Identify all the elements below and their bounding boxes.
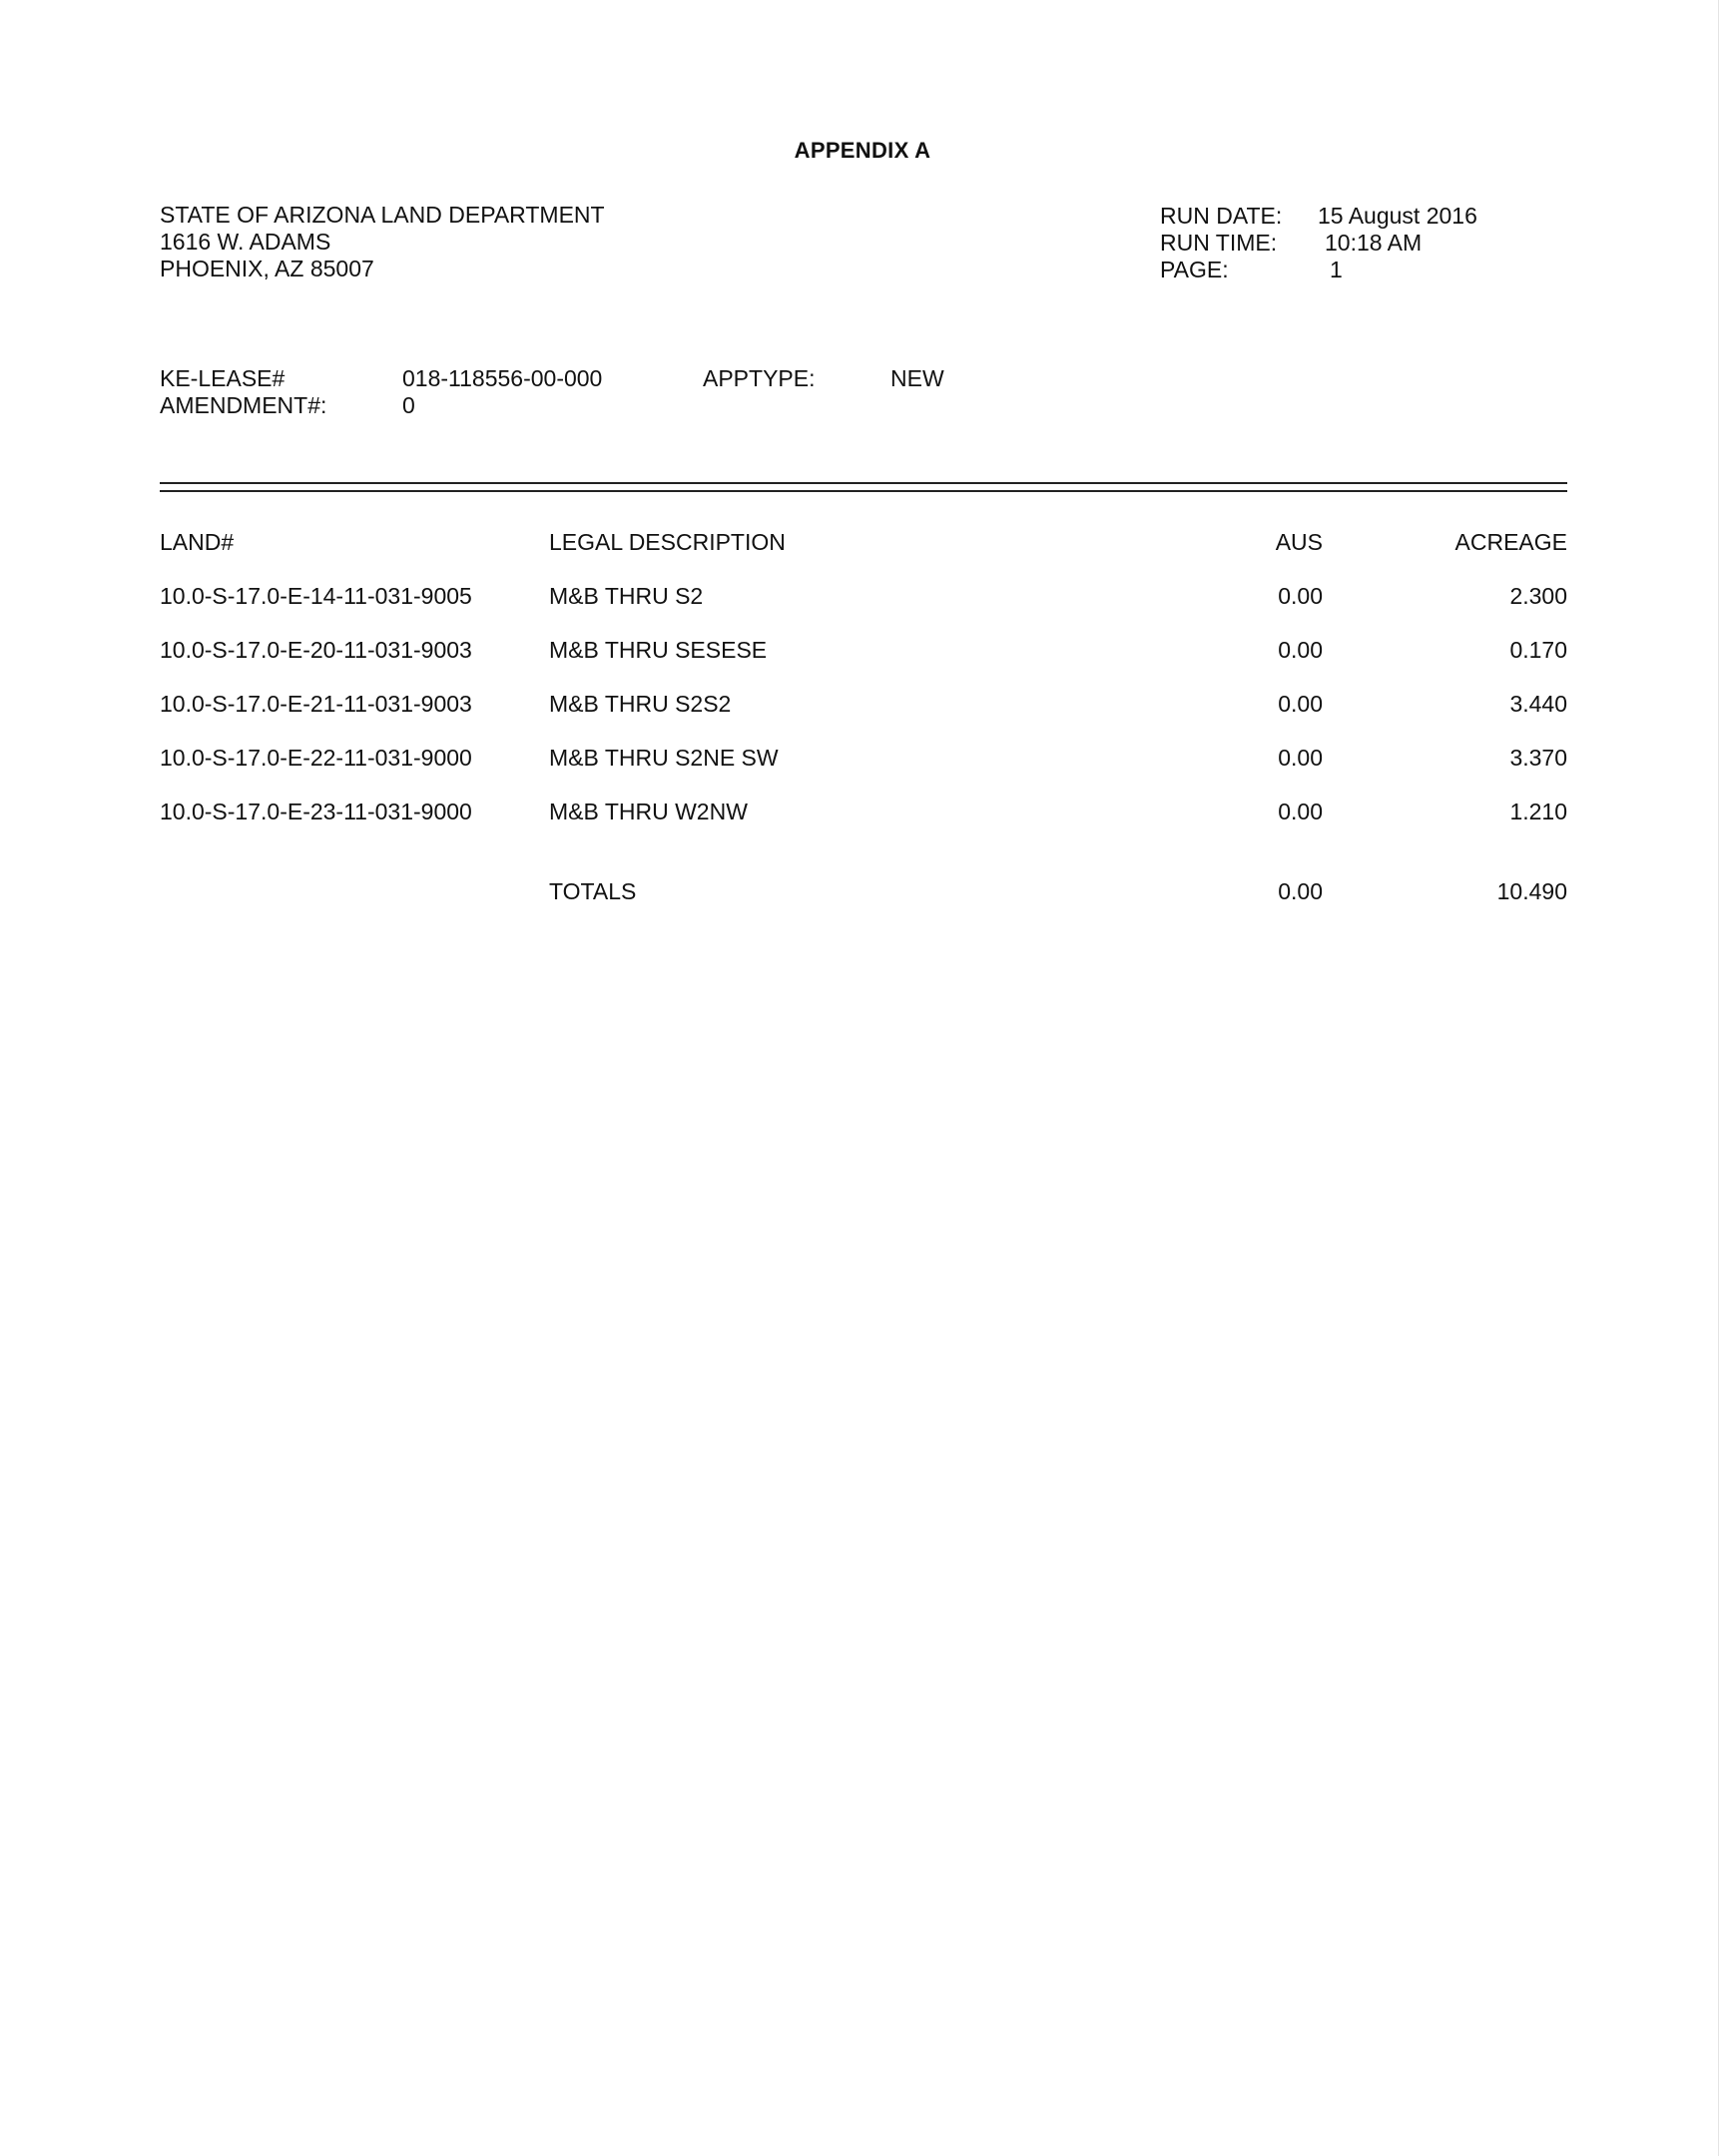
lease-label: KE-LEASE#	[160, 365, 286, 391]
header-land: LAND#	[160, 529, 235, 555]
table-row	[160, 583, 1567, 637]
land-number: 10.0-S-17.0-E-21-11-031-9003	[160, 691, 472, 717]
acreage-value: 2.300	[1509, 583, 1567, 609]
legal-description: M&B THRU S2	[549, 583, 704, 609]
legal-description: M&B THRU SESESE	[549, 637, 768, 663]
acreage-value: 3.370	[1509, 745, 1567, 771]
aus-value: 0.00	[1278, 691, 1323, 717]
lease-number: 018-118556-00-000	[402, 365, 603, 391]
table-row	[160, 637, 1567, 691]
land-number: 10.0-S-17.0-E-14-11-031-9005	[160, 583, 472, 609]
land-table	[160, 529, 1567, 932]
totals-aus: 0.00	[1278, 878, 1323, 904]
page-number-label: PAGE:	[1160, 257, 1229, 282]
table-header-row	[160, 529, 1567, 583]
totals-row	[160, 878, 1567, 932]
totals-acreage: 10.490	[1496, 878, 1567, 904]
double-rule-divider	[160, 482, 1567, 492]
table-row	[160, 691, 1567, 745]
legal-description: M&B THRU W2NW	[549, 799, 748, 824]
acreage-value: 1.210	[1509, 799, 1567, 824]
apptype-value: NEW	[890, 365, 944, 391]
land-number: 10.0-S-17.0-E-23-11-031-9000	[160, 799, 472, 824]
organization-address-line2: PHOENIX, AZ 85007	[160, 256, 374, 281]
run-date-value: 15 August 2016	[1318, 203, 1477, 229]
header-legal-description: LEGAL DESCRIPTION	[549, 529, 786, 555]
scan-edge	[1718, 0, 1725, 2156]
page-title: APPENDIX A	[794, 138, 931, 163]
totals-label: TOTALS	[549, 878, 637, 904]
amendment-value: 0	[402, 392, 415, 418]
aus-value: 0.00	[1278, 637, 1323, 663]
legal-description: M&B THRU S2S2	[549, 691, 732, 717]
aus-value: 0.00	[1278, 745, 1323, 771]
legal-description: M&B THRU S2NE SW	[549, 745, 779, 771]
acreage-value: 3.440	[1509, 691, 1567, 717]
run-time-label: RUN TIME:	[1160, 230, 1278, 256]
acreage-value: 0.170	[1509, 637, 1567, 663]
run-time-value: 10:18 AM	[1325, 230, 1423, 256]
page-number-value: 1	[1330, 257, 1343, 282]
land-number: 10.0-S-17.0-E-22-11-031-9000	[160, 745, 472, 771]
run-date-label: RUN DATE:	[1160, 203, 1283, 229]
organization-block	[160, 202, 605, 282]
amendment-label: AMENDMENT#:	[160, 392, 327, 418]
table-row	[160, 745, 1567, 799]
table-row	[160, 799, 1567, 852]
organization-name: STATE OF ARIZONA LAND DEPARTMENT	[160, 202, 605, 228]
aus-value: 0.00	[1278, 583, 1323, 609]
header-aus: AUS	[1275, 529, 1323, 555]
aus-value: 0.00	[1278, 799, 1323, 824]
land-number: 10.0-S-17.0-E-20-11-031-9003	[160, 637, 472, 663]
header-acreage: ACREAGE	[1454, 529, 1567, 555]
apptype-label: APPTYPE:	[703, 365, 816, 391]
organization-address-line1: 1616 W. ADAMS	[160, 229, 331, 255]
